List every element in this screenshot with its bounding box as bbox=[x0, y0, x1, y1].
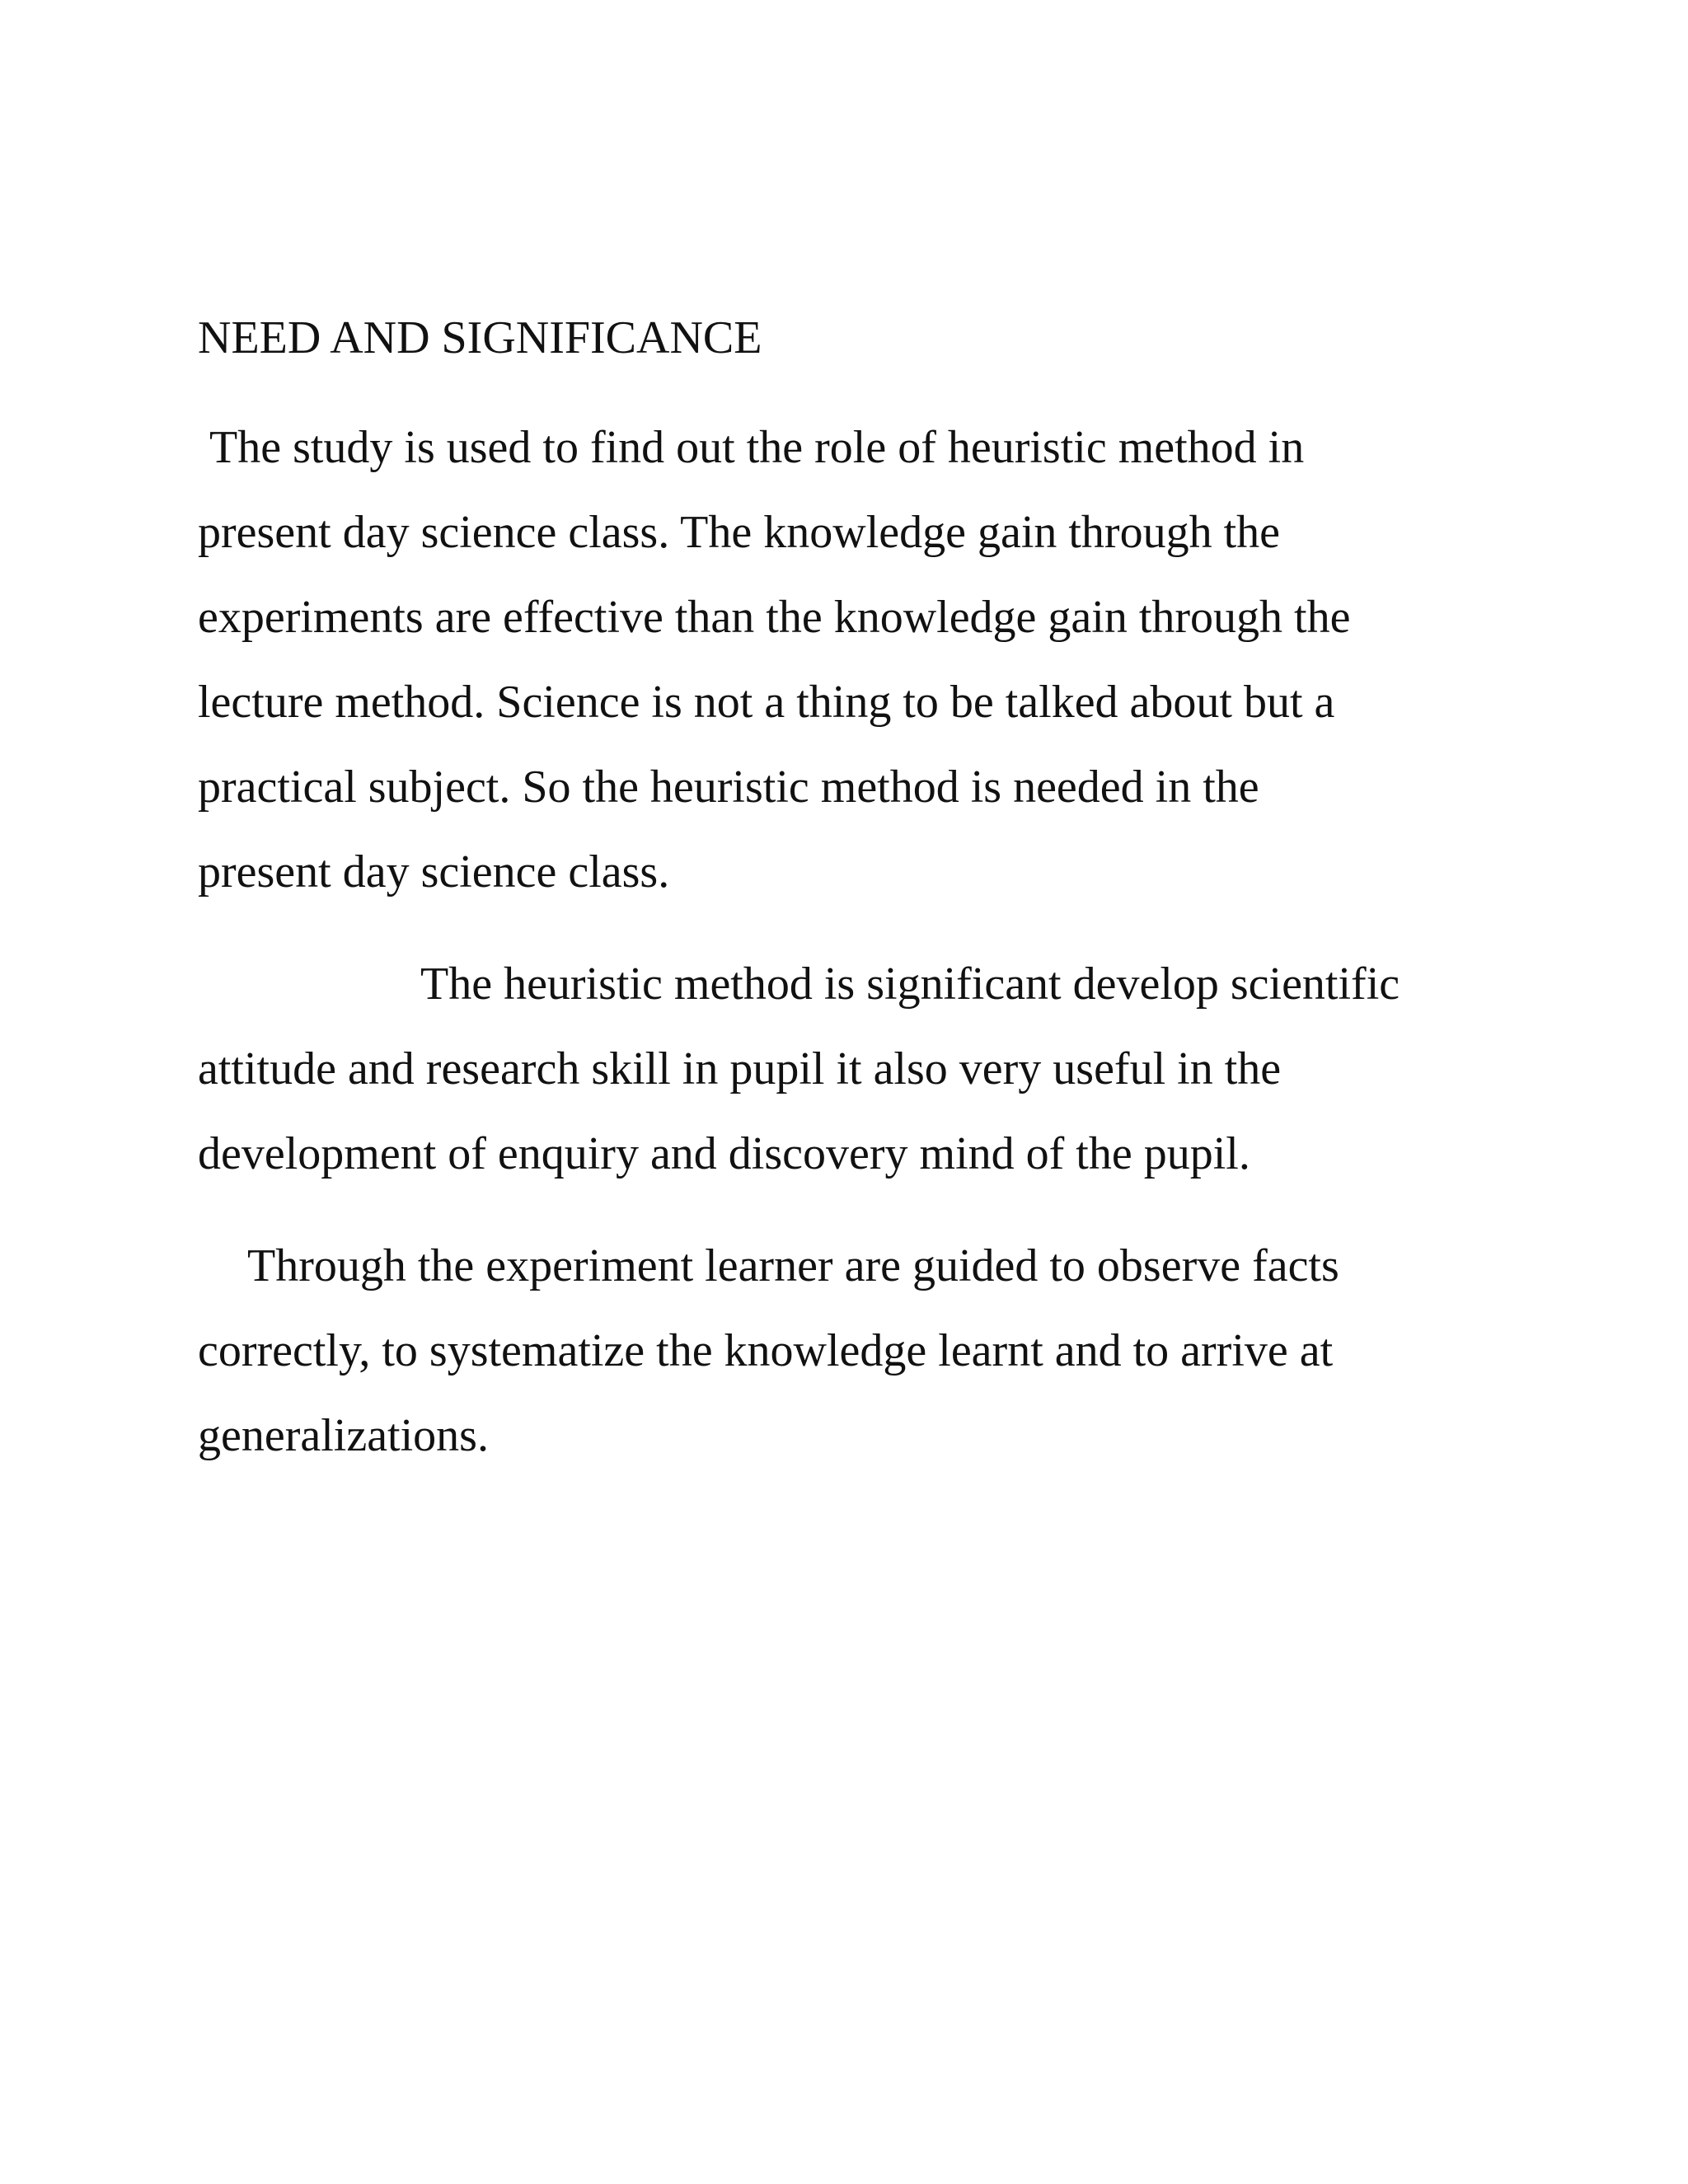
paragraph-significance bbox=[198, 942, 1500, 1197]
paragraph-line: present day science class. bbox=[198, 846, 670, 898]
paragraph-line: Through the experiment learner are guided to observe facts bbox=[247, 1240, 1339, 1291]
paragraph-line: The study is used to find out the role of heuristic method in bbox=[209, 422, 1305, 473]
section-heading: NEED AND SIGNIFICANCE bbox=[198, 312, 762, 363]
paragraph-line: correctly, to systematize the knowledge learnt and to arrive at bbox=[198, 1325, 1334, 1376]
paragraph-line: present day science class. The knowledge gain through the bbox=[198, 507, 1280, 558]
paragraph-line: experiments are effective than the knowledge gain through the bbox=[198, 592, 1351, 643]
paragraph-line: lecture method. Science is not a thing to be talked about but a bbox=[198, 677, 1335, 728]
paragraph-line: generalizations. bbox=[198, 1410, 489, 1461]
paragraph-line: development of enquiry and discovery mind of the pupil. bbox=[198, 1128, 1250, 1179]
document-body bbox=[198, 312, 1500, 1506]
paragraph-line: The heuristic method is significant develop scientific bbox=[420, 958, 1400, 1010]
paragraph-need bbox=[198, 405, 1500, 915]
paragraph-line: attitude and research skill in pupil it also very useful in the bbox=[198, 1043, 1282, 1094]
paragraph-experiment bbox=[198, 1224, 1500, 1479]
paragraph-line: practical subject. So the heuristic method is needed in the bbox=[198, 762, 1259, 813]
